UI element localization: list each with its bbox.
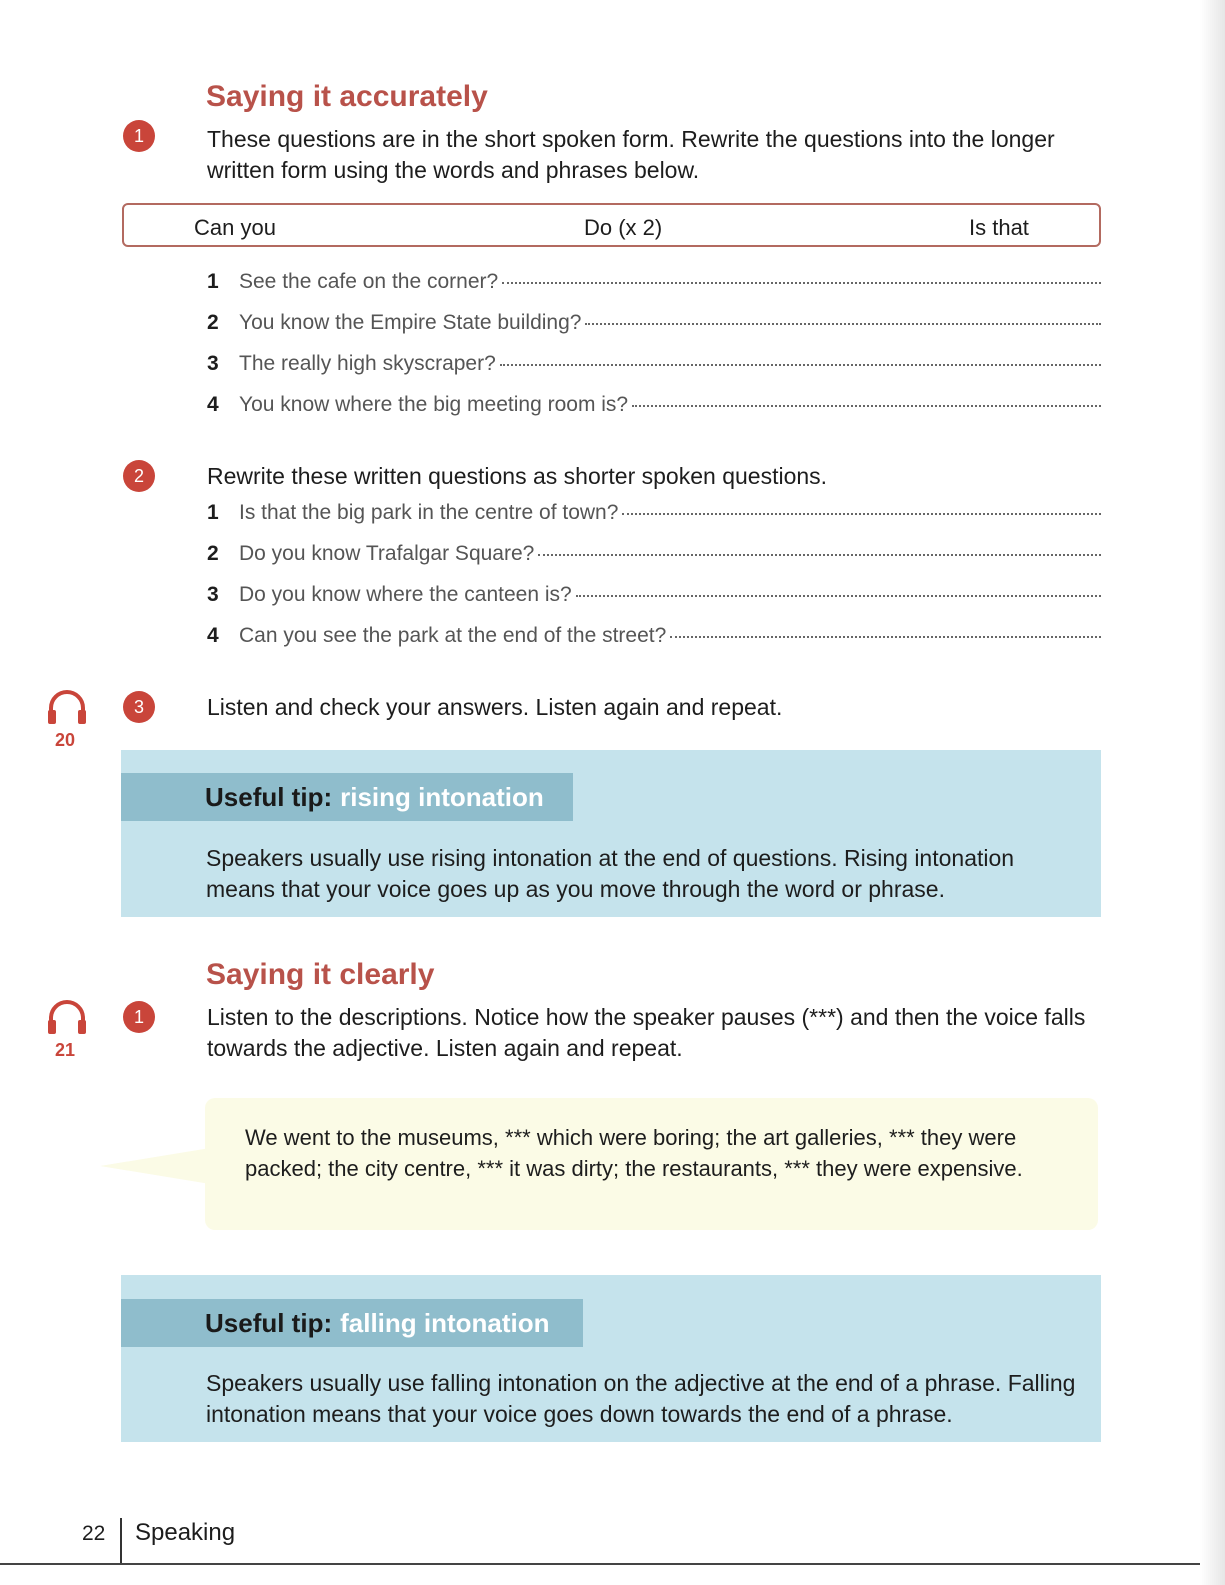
word-box	[122, 203, 1101, 247]
question-item: 4 You know where the big meeting room is?	[207, 393, 1101, 423]
answer-line[interactable]	[500, 363, 1101, 366]
answer-line[interactable]	[502, 281, 1101, 284]
exercise-3-instruction: Listen and check your answers. Listen again and repeat.	[207, 694, 783, 720]
answer-line[interactable]	[622, 512, 1101, 515]
bottom-rule	[0, 1563, 1225, 1565]
footer-section: Speaking	[135, 1519, 236, 1546]
tip-topic: rising intonation	[340, 781, 544, 812]
question-item: 2 You know the Empire State building?	[207, 311, 1101, 341]
answer-line[interactable]	[670, 635, 1101, 638]
headphones-icon[interactable]	[45, 688, 89, 728]
exercise-2-instruction: Rewrite these written questions as shorter spoken questions.	[207, 463, 828, 489]
exercise-number-1: 1	[123, 120, 155, 152]
answer-line[interactable]	[538, 553, 1101, 556]
answer-line[interactable]	[576, 594, 1101, 597]
track-number: 21	[55, 1040, 76, 1060]
headphones-icon[interactable]	[45, 998, 89, 1038]
word-option: Is that	[969, 215, 1029, 240]
exercise-number-2: 2	[123, 460, 155, 492]
quote-text: We went to the museums, *** which were boring; the art galleries, *** they were packed; the city centre, *** it was dirty; the restaurants, *** they were expensive.	[245, 1125, 1023, 1181]
footer-divider	[120, 1518, 122, 1563]
exercise-1-instruction: These questions are in the short spoken form. Rewrite the questions into the longer written form using the words and phrases below.	[207, 126, 1055, 183]
exercise-number-1: 1	[123, 1001, 155, 1033]
tip-text: Speakers usually use falling intonation on the adjective at the end of a phrase. Falling intonation means that your voice goes down towards the end of a phrase.	[206, 1370, 1076, 1427]
speech-bubble-tail	[100, 1148, 210, 1184]
question-item: 3 Do you know where the canteen is?	[207, 583, 1101, 613]
question-item: 3 The really high skyscraper?	[207, 352, 1101, 382]
tip-header	[121, 773, 573, 821]
section-title-accurately: Saying it accurately	[206, 80, 488, 113]
tip-header	[121, 1299, 583, 1347]
question-item: 4 Can you see the park at the end of the street?	[207, 624, 1101, 654]
question-item: 1 See the cafe on the corner?	[207, 270, 1101, 300]
exercise-2-list	[207, 501, 1101, 654]
exercise-instruction: Listen to the descriptions. Notice how the speaker pauses (***) and then the voice falls towards the adjective. Listen again and repeat.	[207, 1004, 1086, 1061]
answer-line[interactable]	[632, 404, 1101, 407]
question-item: 2 Do you know Trafalgar Square?	[207, 542, 1101, 572]
exercise-1-list	[207, 270, 1101, 423]
tip-label: Useful tip:	[205, 1307, 333, 1338]
exercise-number-3: 3	[123, 691, 155, 723]
question-item: 1 Is that the big park in the centre of town?	[207, 501, 1101, 531]
tip-box-rising	[121, 750, 1101, 917]
speech-bubble	[205, 1098, 1098, 1230]
tip-box-falling	[121, 1275, 1101, 1442]
answer-line[interactable]	[585, 322, 1101, 325]
page-edge	[1200, 0, 1225, 1585]
tip-label: Useful tip:	[205, 781, 333, 812]
word-option: Can you	[194, 215, 276, 240]
section-title-clearly: Saying it clearly	[206, 958, 435, 991]
word-option: Do (x 2)	[584, 215, 663, 240]
page-number: 22	[82, 1522, 106, 1545]
tip-topic: falling intonation	[340, 1307, 550, 1338]
track-number: 20	[55, 730, 76, 750]
tip-text: Speakers usually use rising intonation at the end of questions. Rising intonation means that your voice goes up as you move through the word or phrase.	[206, 845, 1015, 902]
